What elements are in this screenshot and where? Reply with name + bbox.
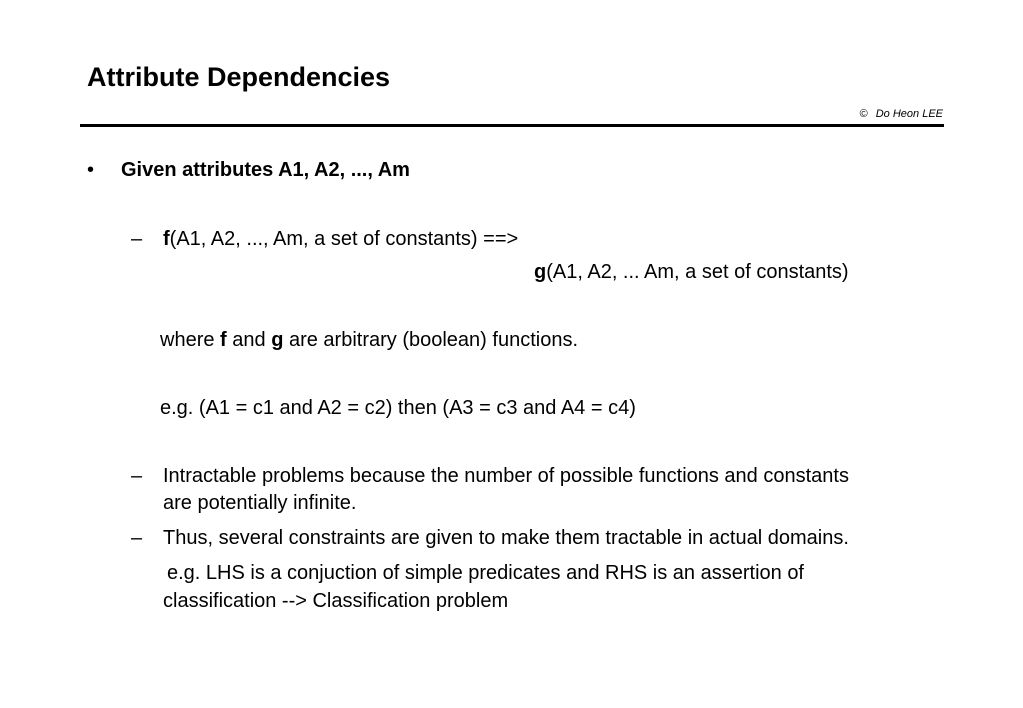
- function-g: g: [534, 261, 547, 283]
- constraints-line: Thus, several constraints are given to make them tractable in actual domains.: [163, 527, 849, 549]
- copyright-icon: ©: [859, 108, 868, 120]
- copyright-notice: [860, 108, 943, 120]
- function-definition-line1: [163, 227, 518, 251]
- example-line: e.g. (A1 = c1 and A2 = c2) then (A3 = c3 and A4 = c4): [160, 397, 636, 419]
- where-f: f: [220, 329, 227, 351]
- title-divider: [80, 124, 944, 127]
- main-bullet-text: Given attributes A1, A2, ..., Am: [121, 159, 410, 181]
- sub-bullet-marker: –: [131, 228, 143, 250]
- sub-bullet-marker: –: [131, 465, 143, 487]
- bullet-marker: •: [87, 159, 95, 181]
- function-f-args: (A1, A2, ..., Am, a set of constants) ==>: [169, 228, 519, 250]
- where-mid: and: [226, 329, 272, 351]
- where-post: are arbitrary (boolean) functions.: [283, 329, 578, 351]
- author-name: Do Heon LEE: [875, 108, 943, 120]
- slide-title: Attribute Dependencies: [87, 62, 391, 92]
- function-definition-line2: [534, 260, 849, 284]
- where-clause: [160, 328, 578, 352]
- intractable-line2: are potentially infinite.: [163, 492, 357, 514]
- function-f: f: [163, 228, 170, 250]
- example-lhs-line2: classification --> Classification problem: [163, 590, 509, 612]
- function-g-args: (A1, A2, ... Am, a set of constants): [546, 261, 849, 283]
- where-pre: where: [160, 329, 221, 351]
- sub-bullet-marker: –: [131, 527, 143, 549]
- where-g: g: [271, 329, 284, 351]
- intractable-line1: Intractable problems because the number of possible functions and constants: [163, 465, 849, 487]
- example-lhs-line1: e.g. LHS is a conjuction of simple predicates and RHS is an assertion of: [167, 562, 804, 584]
